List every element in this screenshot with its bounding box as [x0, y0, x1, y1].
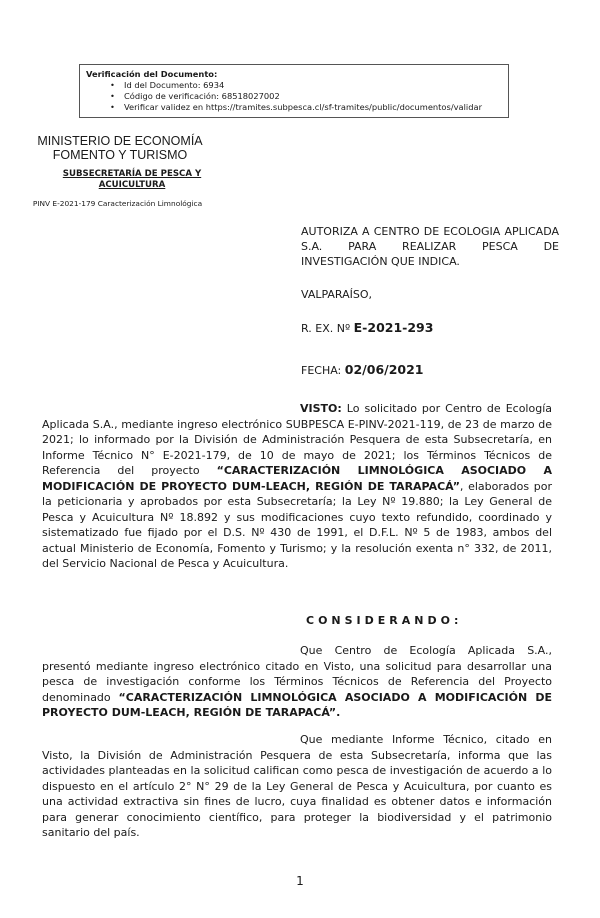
visto-text-2: , elaborados por la peticionaria y aprobados por esta Subsecretaría; la Ley Nº 19.880; la Ley General de Pesca y Acuicultura Nº 18.892 y sus modificaciones cuyo texto refundido, coordinado y sistematizado fue fijado por el D.S. Nº 430 de 1991, el D.F.L. Nº 5 de 1983, ambos del actual Ministerio de Economía, Fomento y Turismo; y la resolución exenta n° 332, de 2011, del Servicio Nacional de Pesca y Acuicultura. [42, 479, 552, 570]
verification-url[interactable]: • Verificar validez en https://tramites.subpesca.cl/sf-tramites/public/documentos/validar [124, 102, 502, 113]
visto-paragraph [42, 401, 552, 572]
verification-box [79, 64, 509, 118]
fecha-value: 02/06/2021 [344, 362, 424, 377]
considerando-paragraph-2: Que mediante Informe Técnico, citado en Visto, la División de Administración Pesquera de esta Subsecretaría, informa que las actividades planteadas en la solicitud califican como pesca de investigación de acuerdo a lo dispuesto en el artículo 2° N° 29 de la Ley General de Pesca y Acuicultura, por cuanto es una actividad extractiva sin fines de lucro, cuya finalidad es obtener datos e información para generar conocimiento científico, para proteger la biodiversidad y el patrimonio sanitario del país. [42, 733, 552, 839]
resolution-place: VALPARAÍSO, [301, 288, 373, 301]
verification-title: Verificación del Documento: [86, 69, 218, 79]
resolution-date-line [301, 362, 424, 378]
rex-label: R. EX. Nº [301, 322, 351, 335]
resolution-number-line [301, 320, 433, 336]
considerando-p1-project: “CARACTERIZACIÓN LIMNOLÓGICA ASOCIADO A MODIFICACIÓN DE PROYECTO DUM-LEACH, REGIÓN DE TARAPACÁ”. [42, 690, 552, 719]
visto-project-title: “CARACTERIZACIÓN LIMNOLÓGICA ASOCIADO A MODIFICACIÓN DE PROYECTO DUM-LEACH, REGIÓN DE TARAPACÁ” [42, 464, 552, 493]
ministry-line-2: FOMENTO Y TURISMO [52, 148, 188, 162]
rex-number: E-2021-293 [353, 320, 434, 335]
fecha-label: FECHA: [301, 364, 342, 377]
visto-label: VISTO: [300, 402, 342, 415]
resolution-subject: AUTORIZA A CENTRO DE ECOLOGIA APLICADA S.A. PARA REALIZAR PESCA DE INVESTIGACIÓN QUE INDICA. [301, 225, 559, 268]
ministry-line-1: MINISTERIO DE ECONOMÍA [37, 134, 203, 148]
considerando-paragraph-1 [42, 643, 552, 721]
document-reference: PINV E-2021-179 Caracterización Limnológica [32, 199, 203, 208]
verification-id: • Id del Documento: 6934 [124, 80, 502, 91]
verification-list [86, 80, 502, 113]
considerando-p1-text: Que Centro de Ecología Aplicada S.A., presentó mediante ingreso electrónico citado en Visto, una solicitud para desarrollar una pesca de investigación conforme los Términos Técnicos de Referencia del Proyecto denominado [42, 644, 552, 704]
considerando-title: CONSIDERANDO: [306, 614, 463, 627]
subsecretaria-heading: SUBSECRETARÍA DE PESCA Y ACUICULTURA [62, 169, 202, 190]
ministry-heading [30, 134, 210, 162]
page-number: 1 [296, 874, 304, 888]
visto-text-1: Lo solicitado por Centro de Ecología Aplicada S.A., mediante ingreso electrónico SUBPESCA E-PINV-2021-119, de 23 de marzo de 2021; lo informado por la División de Administración Pesquera de esta Subsecretaría, en Informe Técnico N° E-2021-179, de 10 de mayo de 2021; los Términos Técnicos de Referencia del proyecto [42, 402, 552, 477]
verification-code: • Código de verificación: 68518027002 [124, 91, 502, 102]
